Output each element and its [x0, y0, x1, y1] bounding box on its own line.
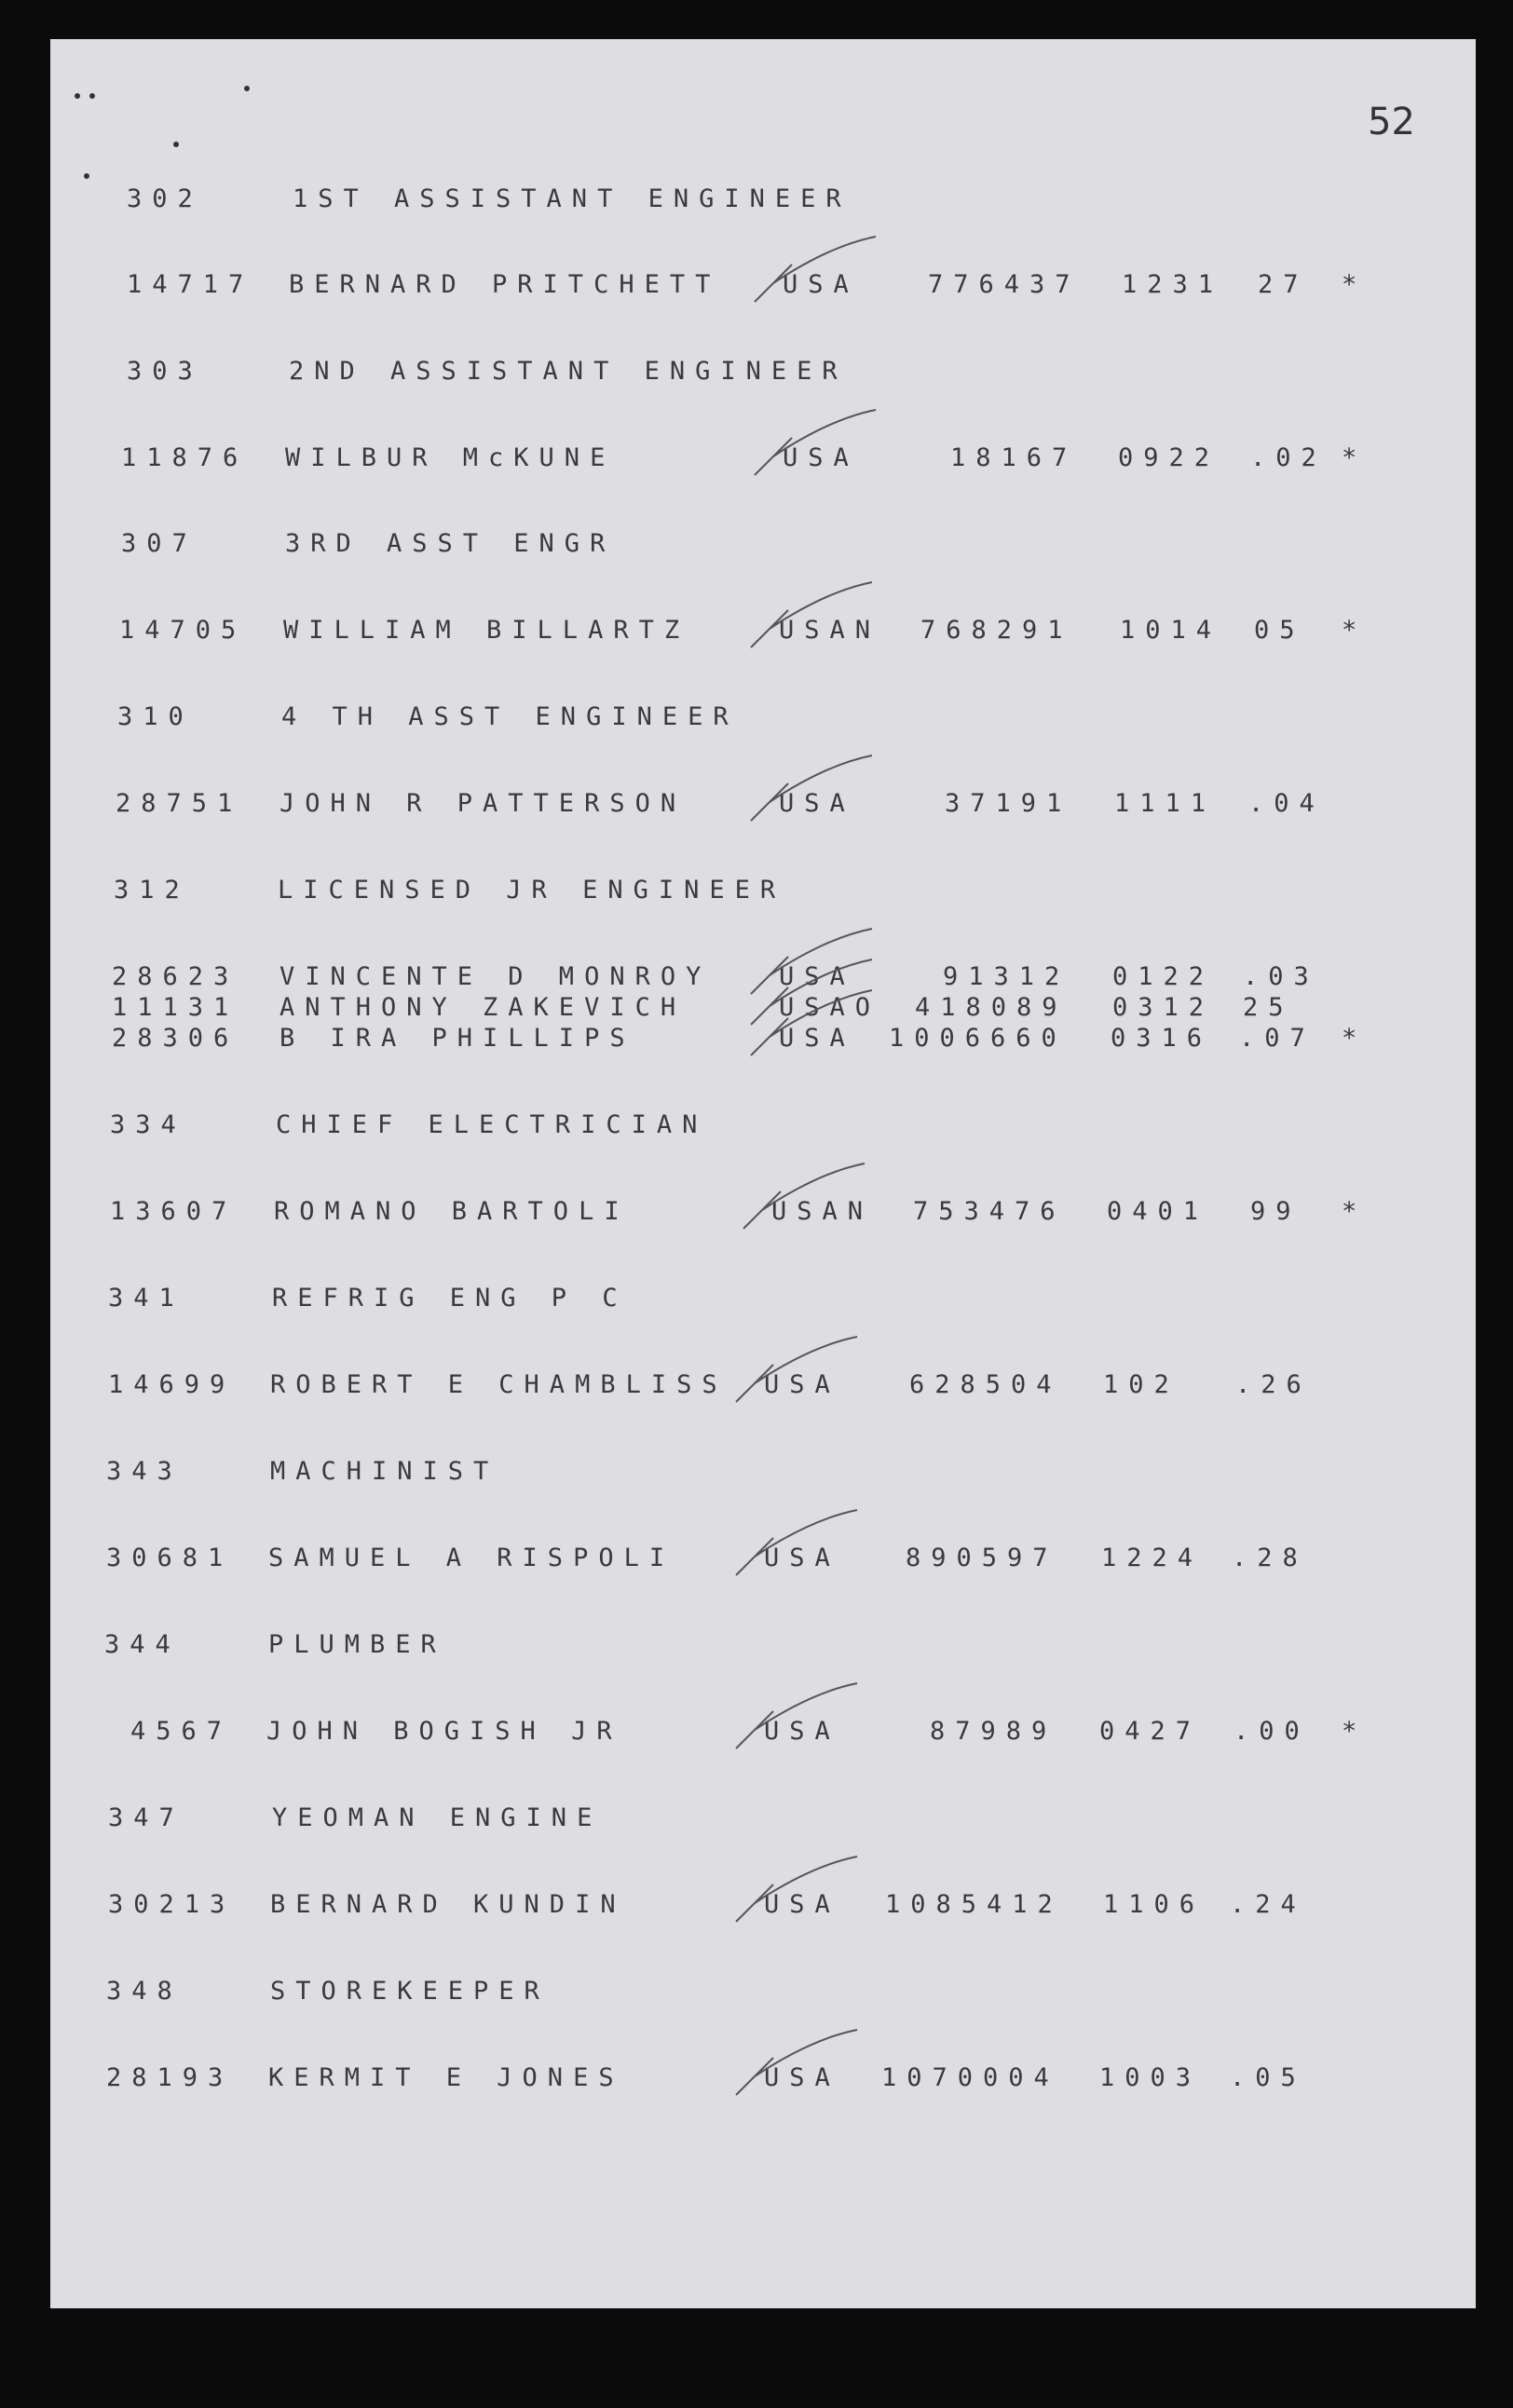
book-number: 30213 [108, 1890, 236, 1919]
book-number: 28193 [106, 2063, 234, 2092]
crew-name: JOHN R PATTERSON [279, 789, 687, 818]
check-mark [751, 959, 872, 1025]
book-number: 28306 [112, 1024, 239, 1053]
check-mark [736, 2030, 857, 2095]
citizenship: USA [779, 962, 855, 991]
check-mark [755, 410, 876, 475]
crew-name: SAMUEL A RISPOLI [268, 1544, 675, 1572]
crew-name: ROMANO BARTOLI [274, 1197, 630, 1226]
book-number: 11876 [121, 443, 249, 472]
asterisk-mark: * [1342, 616, 1368, 645]
check-mark [751, 755, 872, 821]
rating-title: 1ST ASSISTANT ENGINEER [293, 184, 852, 213]
rating-code: 334 [110, 1110, 186, 1139]
date-code: 0401 [1107, 1197, 1209, 1226]
certificate-number: 753476 [913, 1197, 1066, 1226]
date-code: 1014 [1120, 616, 1222, 645]
date-code: 1111 [1114, 789, 1217, 818]
rating-title: STOREKEEPER [270, 1977, 550, 2006]
crew-name: ROBERT E CHAMBLISS [270, 1370, 728, 1399]
check-mark [736, 1510, 857, 1575]
book-number: 13607 [110, 1197, 238, 1226]
certificate-number: 18167 [950, 443, 1078, 472]
asterisk-mark: * [1342, 270, 1368, 299]
certificate-number: 628504 [909, 1370, 1062, 1399]
rating-title: YEOMAN ENGINE [272, 1803, 603, 1832]
check-mark [751, 582, 872, 647]
citizenship: USA [764, 1370, 840, 1399]
citizenship: USA [783, 443, 859, 472]
date-code: 1224 [1101, 1544, 1204, 1572]
check-mark [736, 1857, 857, 1922]
book-number: 14717 [127, 270, 254, 299]
date-code: 1231 [1122, 270, 1224, 299]
rating-code: 303 [127, 357, 203, 386]
rating-title: 4 TH ASST ENGINEER [281, 702, 739, 731]
citizenship: USAN [779, 616, 881, 645]
date-code: 0316 [1111, 1024, 1213, 1053]
certificate-number: 87989 [930, 1717, 1057, 1746]
certificate-number: 418089 [915, 993, 1068, 1022]
citizenship: USAO [779, 993, 881, 1022]
rating-title: LICENSED JR ENGINEER [278, 876, 786, 905]
crew-name: KERMIT E JONES [268, 2063, 624, 2092]
book-number: 14705 [119, 616, 247, 645]
wage-code: 05 [1254, 616, 1305, 645]
wage-code: 99 [1250, 1197, 1302, 1226]
date-code: 102 [1103, 1370, 1179, 1399]
rating-title: REFRIG ENG P C [272, 1284, 628, 1313]
rating-code: 344 [104, 1630, 181, 1659]
crew-name: ANTHONY ZAKEVICH [279, 993, 687, 1022]
wage-code: .24 [1230, 1890, 1306, 1919]
book-number: 30681 [106, 1544, 234, 1572]
certificate-number: 768291 [920, 616, 1073, 645]
asterisk-mark: * [1342, 443, 1368, 472]
certificate-number: 91312 [943, 962, 1070, 991]
wage-code: .03 [1243, 962, 1319, 991]
certificate-number: 1085412 [885, 1890, 1063, 1919]
rating-code: 347 [108, 1803, 184, 1832]
rating-code: 310 [117, 702, 194, 731]
wage-code: .02 [1250, 443, 1327, 472]
rating-title: MACHINIST [270, 1457, 499, 1486]
check-mark [736, 1337, 857, 1402]
check-mark [743, 1163, 865, 1229]
date-code: 1003 [1099, 2063, 1202, 2092]
date-code: 0922 [1118, 443, 1220, 472]
check-mark [751, 929, 872, 994]
book-number: 28751 [116, 789, 243, 818]
citizenship: USA [764, 1544, 840, 1572]
date-code: 1106 [1103, 1890, 1206, 1919]
page-number: 52 [1368, 101, 1415, 143]
wage-code: 25 [1243, 993, 1294, 1022]
citizenship: USA [783, 270, 859, 299]
book-number: 11131 [112, 993, 239, 1022]
asterisk-mark: * [1342, 1024, 1368, 1053]
check-mark [755, 237, 876, 302]
book-number: 4567 [130, 1717, 233, 1746]
rating-title: PLUMBER [268, 1630, 446, 1659]
asterisk-mark: * [1342, 1197, 1368, 1226]
wage-code: .28 [1232, 1544, 1308, 1572]
crew-name: BERNARD PRITCHETT [289, 270, 721, 299]
citizenship: USA [764, 2063, 840, 2092]
citizenship: USA [764, 1717, 840, 1746]
check-mark [736, 1683, 857, 1748]
asterisk-mark: * [1342, 1717, 1368, 1746]
wage-code: 27 [1258, 270, 1309, 299]
rating-title: 3RD ASST ENGR [285, 529, 616, 558]
wage-code: .04 [1248, 789, 1325, 818]
certificate-number: 37191 [945, 789, 1072, 818]
wage-code: .05 [1230, 2063, 1306, 2092]
date-code: 0122 [1112, 962, 1215, 991]
book-number: 14699 [108, 1370, 236, 1399]
crew-name: VINCENTE D MONROY [279, 962, 712, 991]
rating-title: 2ND ASSISTANT ENGINEER [289, 357, 848, 386]
citizenship: USA [764, 1890, 840, 1919]
rating-code: 307 [121, 529, 198, 558]
wage-code: .07 [1239, 1024, 1315, 1053]
certificate-number: 890597 [906, 1544, 1058, 1572]
citizenship: USA [779, 789, 855, 818]
check-mark [751, 990, 872, 1055]
rating-code: 312 [114, 876, 190, 905]
crew-name: WILLIAM BILLARTZ [283, 616, 690, 645]
certificate-number: 1070004 [881, 2063, 1059, 2092]
citizenship: USA [779, 1024, 855, 1053]
crew-name: WILBUR McKUNE [285, 443, 616, 472]
crew-name: BERNARD KUNDIN [270, 1890, 626, 1919]
rating-code: 348 [106, 1977, 183, 2006]
certificate-number: 776437 [928, 270, 1081, 299]
rating-code: 343 [106, 1457, 183, 1486]
rating-title: CHIEF ELECTRICIAN [276, 1110, 708, 1139]
wage-code: .26 [1235, 1370, 1312, 1399]
rating-code: 341 [108, 1284, 184, 1313]
certificate-number: 1006660 [889, 1024, 1067, 1053]
date-code: 0427 [1099, 1717, 1202, 1746]
crew-name: JOHN BOGISH JR [266, 1717, 622, 1746]
crew-name: B IRA PHILLIPS [279, 1024, 635, 1053]
book-number: 28623 [112, 962, 239, 991]
wage-code: .00 [1234, 1717, 1310, 1746]
citizenship: USAN [771, 1197, 874, 1226]
date-code: 0312 [1112, 993, 1215, 1022]
rating-code: 302 [127, 184, 203, 213]
